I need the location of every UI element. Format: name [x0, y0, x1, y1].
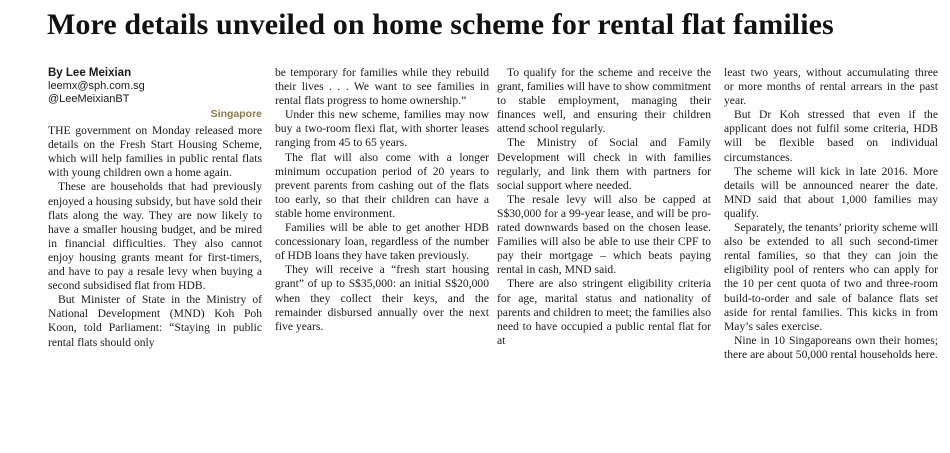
- paragraph: To qualify for the scheme and receive the grant, families will have to show commitment to stable employment, managing their finances well, and ensuring their children attend school regularly.: [497, 66, 711, 136]
- author-email: leemx@sph.com.sg: [48, 80, 145, 92]
- paragraph: Under this new scheme, families may now buy a two-room flexi flat, with shorter leases ranging from 45 to 65 years.: [275, 108, 489, 150]
- paragraph: Separately, the tenants’ priority scheme will also be extended to all such second-timer rental families, so that they can join the eligibility pool of renters who can apply for the 10 per cent quota of two and three-room build-to-order and sale of balance flats set aside for rental families. This kicks in from May’s sales exercise.: [724, 221, 938, 333]
- paragraph: They will receive a “fresh start housing grant” of up to S$35,000: an initial S$20,000 when they collect their keys, and the remainder disbursed annually over the next five years.: [275, 263, 489, 333]
- paragraph: Families will be able to get another HDB concessionary loan, regardless of the number of HDB loans they have taken previously.: [275, 221, 489, 263]
- paragraph: The flat will also come with a longer minimum occupation period of 20 years to prevent parents from cashing out of the flats too early, so that their children can have a stable home environment.: [275, 150, 489, 220]
- paragraph: But Dr Koh stressed that even if the applicant does not fulfil some criteria, HDB will be flexible based on individual circumstances.: [724, 108, 938, 164]
- headline: More details unveiled on home scheme for rental flat families: [47, 8, 834, 41]
- article-column-2: [275, 66, 489, 334]
- paragraph: THE government on Monday released more details on the Fresh Start Housing Scheme, which will help families in public rental flats with young children own a home again.: [48, 124, 262, 180]
- byline-block: [48, 66, 262, 121]
- dateline: Singapore: [210, 108, 262, 120]
- paragraph: The scheme will kick in late 2016. More details will be announced nearer the date. MND said that about 1,000 families may qualify.: [724, 164, 938, 220]
- article-column-3: [497, 66, 711, 348]
- paragraph: The resale levy will also be capped at S$30,000 for a 99-year lease, and will be pro-rated downwards based on the chosen lease. Families will also be able to use their CPF to pay their mortgage – which beats paying rental in cash, MND said.: [497, 192, 711, 277]
- article-column-1: [48, 66, 262, 350]
- author-twitter: @LeeMeixianBT: [48, 93, 130, 105]
- paragraph: There are also stringent eligibility criteria for age, marital status and nationality of parents and children to meet; the families also need to have occupied a public rental flat for at: [497, 277, 711, 347]
- author-byline: By Lee Meixian: [48, 67, 132, 79]
- paragraph: But Minister of State in the Ministry of National Development (MND) Koh Poh Koon, told Parliament: “Staying in public rental flats should only: [48, 293, 262, 349]
- paragraph: least two years, without accumulating three or more months of rental arrears in the past year.: [724, 66, 938, 108]
- paragraph: be temporary for families while they rebuild their lives . . . We want to see families in rental flats progress to home ownership.”: [275, 66, 489, 108]
- paragraph: Nine in 10 Singaporeans own their homes; there are about 50,000 rental households here.: [724, 333, 938, 361]
- article-column-4: [724, 66, 938, 362]
- paragraph: These are households that had previously enjoyed a housing subsidy, but have sold their flats along the way. They are now likely to have a smaller housing budget, and be mired in financial difficulties. They also cannot enjoy housing grants meant for first-timers, and have to pay a resale levy when buying a second subsidised flat from HDB.: [48, 180, 262, 293]
- paragraph: The Ministry of Social and Family Development will check in with families regularly, and link them with partners for social support where needed.: [497, 136, 711, 192]
